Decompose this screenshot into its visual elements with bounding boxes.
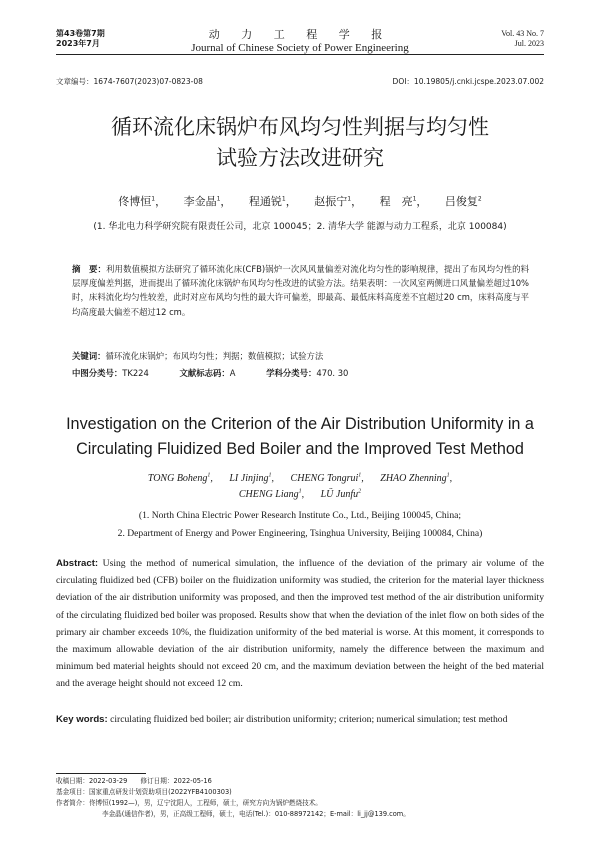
classification-line [72, 366, 529, 380]
author-cn: 程 亮$^1$， [379, 195, 428, 208]
issue-date-en: Jul. 2023 [514, 39, 544, 48]
author-cn: 程通锐$^1$， [248, 195, 297, 208]
clc-label: 中图分类号： [72, 368, 123, 378]
abstract-cn [72, 262, 529, 319]
abstract-cn-text: 利用数值模拟方法研究了循环流化床(CFB)锅炉一次风风量偏差对流化均匀性的影响规律，提出了布风均匀性的料层厚度偏差判据，进而提出了循环流化床锅炉布风均匀性改进的试验方法。结果表明：一次风室两侧进口风量偏差超过10%时，床料流化均匀性较差，此时对应布风均匀性的最大许可偏差，即最高、最低床料高度差不宜超过20 cm，床料高度与平均高度最大偏差不超过12 cm。 [72, 264, 529, 317]
title-cn-line-1: 循环流化床锅炉布风均匀性判据与均匀性 [111, 115, 489, 139]
author-en: CHENG Tongrui$^1$, [290, 472, 364, 484]
title-cn-line-2: 试验方法改进研究 [216, 146, 384, 170]
footnotes [56, 776, 544, 820]
issue-volume: 第43卷第7期 [56, 29, 105, 38]
authors-en-line-1 [0, 471, 600, 487]
keywords-cn-text: 循环流化床锅炉；布风均匀性；判据；数值模拟；试验方法 [105, 351, 324, 361]
article-number: 文章编号：1674-7607(2023)07-0823-08 [56, 77, 203, 86]
subject-code: 470. 30 [316, 368, 349, 378]
affiliation-cn: (1. 华北电力科学研究院有限责任公司，北京 100045；2. 清华大学 能源与动力工程系，北京 100084) [93, 222, 507, 232]
journal-name-en: Journal of Chinese Society of Power Engineering [191, 42, 409, 54]
affiliation-en-line-1: (1. North China Electric Power Research Institute Co., Ltd., Beijing 100045, China; [138, 510, 462, 521]
doc-code-label: 文献标志码： [179, 368, 230, 378]
author-cn: 赵振宁$^1$， [314, 195, 363, 208]
issue-info-en [501, 29, 544, 49]
header-rule [56, 54, 544, 55]
footnote-corresponding: 李金晶(通信作者)，男，正高级工程师，硕士，电话(Tel.)：010-88972142；E-mail：li_jj@139.com。 [102, 810, 410, 818]
doi: DOI：10.19805/j.cnki.jcspe.2023.07.002 [392, 77, 544, 86]
clc-code: TK224 [122, 368, 149, 378]
authors-en-line-2 [0, 487, 600, 503]
footnote-author: 作者简介：佟博恒(1992—)，男，辽宁沈阳人，工程师，硕士，研究方向为锅炉燃烧技术。 [56, 799, 322, 807]
keywords-en-text: circulating fluidized bed boiler; air distribution uniformity; criterion; numerical simulation; test method [107, 714, 508, 725]
affiliation-en-line-2: 2. Department of Energy and Power Engineering, Tsinghua University, Beijing 100084, China) [117, 528, 483, 539]
journal-name-cn: 动 力 工 程 学 报 [208, 28, 392, 41]
paper-title-cn [0, 112, 600, 174]
author-en: ZHAO Zhenning$^1$, [380, 472, 453, 484]
abstract-en-text: Using the method of numerical simulation, the influence of the deviation of the primary air volume of the circulating fluidized bed (CFB) boiler on the fluidization uniformity was studied, the criterion for the material layer thickness deviation of the air distribution uniformity was proposed, and then the improved test method of the air distribution uniformity of the circulating fluidized bed boiler was proposed. Results show that when the deviation of the inlet flow on both sides of the primary air chamber exceeds 10%, the fluidization uniformity of the bed material is worse. At this moment, it corresponds to the maximum allowable deviation of the air distribution uniformity, namely the difference between the maximum and minimum bed material heights should not exceed 20 cm, and the maximum deviation between the height of the bed material and the average height should not exceed 12 cm. [56, 558, 544, 690]
authors-cn [0, 193, 600, 209]
affiliation-en [0, 507, 600, 543]
doc-code: A [229, 368, 236, 378]
keywords-cn-label: 关键词： [72, 351, 106, 361]
subject-label: 学科分类号： [266, 368, 317, 378]
author-en: LI Jinjing$^1$, [229, 472, 275, 484]
footnote-received: 收稿日期：2022-03-29 修订日期：2022-05-16 [56, 777, 212, 785]
authors-en [0, 471, 600, 503]
author-cn: 吕俊复$^2$ [444, 195, 482, 208]
paper-title-en: Investigation on the Criterion of the Air Distribution Uniformity in a Circulating Fluidized Bed Boiler and the Improved Test Method [66, 415, 534, 458]
keywords-en [56, 711, 544, 728]
abstract-en-label: Abstract: [56, 558, 99, 569]
author-cn: 李金晶$^1$， [183, 195, 232, 208]
author-en: TONG Boheng$^1$, [147, 472, 213, 484]
abstract-en [56, 555, 544, 693]
keywords-cn [72, 349, 529, 363]
footnote-fund: 基金项目：国家重点研发计划资助项目(2022YFB4100303) [56, 788, 232, 796]
author-en: CHENG Liang$^1$, [238, 488, 305, 500]
footnote-rule [56, 773, 146, 774]
author-cn: 佟博恒$^1$， [118, 195, 167, 208]
keywords-en-label: Key words: [56, 714, 108, 725]
issue-date: 2023年7月 [56, 39, 100, 48]
author-en: LÜ Junfu$^2$ [320, 488, 362, 500]
issue-volume-en: Vol. 43 No. 7 [501, 29, 544, 38]
abstract-cn-label: 摘 要： [72, 264, 107, 274]
